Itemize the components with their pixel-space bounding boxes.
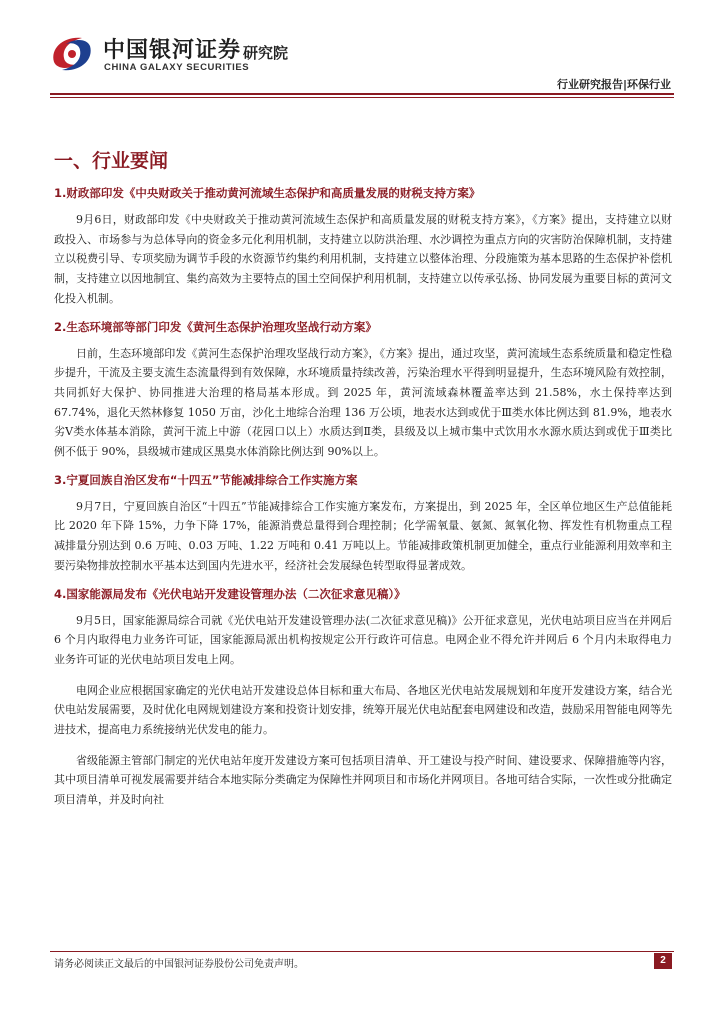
section-title: 一、行业要闻 bbox=[54, 150, 169, 172]
report-type: 行业研究报告|环保行业 bbox=[556, 78, 671, 91]
news-paragraph: 日前，生态环境部印发《黄河生态保护治理攻坚战行动方案》，《方案》提出，通过攻坚，黄河流域生态系统质量和稳定性稳步提升，干流及主要支流生态流量得到有效保障，水环境质量持续改善，污染治理水平得到明显提升，生态环境风险有效控制，共同抓好大保护、协同推进大治理的格局基本形成。到 2025 年，黄河流域森林覆盖率达到 21.58%，水土保持率达到 67.74%，退化天然林修复 1050 万亩，沙化土地综合治理 136 万公顷，地表水达到或优于Ⅲ类水体比例达到 81.9%，地表水劣Ⅴ类水体基本消除，黄河干流上中游（花园口以上）水质达到Ⅱ类，县级及以上城市集中式饮用水水源水质达到或优于Ⅲ类比例不低于 90%，县级城市建成区黑臭水体消除比例达到 90%以上。 bbox=[54, 346, 672, 459]
news-heading-4: 4.国家能源局发布《光伏电站开发建设管理办法（二次征求意见稿）》 bbox=[54, 586, 406, 601]
header-divider bbox=[50, 93, 674, 95]
news-paragraph: 9月6日，财政部印发《中央财政关于推动黄河流域生态保护和高质量发展的财税支持方案》，《方案》提出，支持建立以财政投入、市场参与为总体导向的资金多元化利用机制，支持建立以防洪治理、水沙调控为重点方向的灾害防治保障机制，支持建立以税费引导、专项奖励为调节手段的水资源节约集约利用机制，支持建立以整体治理、分段施策为基本思路的生态保护补偿机制，支持建立以因地制宜、集约高效为主要特点的国土空间保护利用机制，支持建立以传承弘扬、协同发展为重要目标的黄河文化投入机制。 bbox=[54, 213, 672, 305]
brand-subtitle: 研究院 bbox=[243, 44, 289, 62]
header-divider-thin bbox=[50, 97, 674, 98]
main-content bbox=[54, 146, 672, 821]
footer-disclaimer: 请务必阅读正文最后的中国银河证券股份公司免责声明。 bbox=[54, 959, 304, 970]
news-paragraph: 省级能源主管部门制定的光伏电站年度开发建设方案可包括项目清单、开工建设与投产时间、建设要求、保障措施等内容，其中项目清单可视发展需要并结合本地实际分类确定为保障性并网项目和市场化并网项目。各地可结合实际，一次性或分批确定项目清单，并及时向社 bbox=[54, 753, 672, 807]
galaxy-logo-icon bbox=[48, 32, 96, 76]
news-paragraph: 电网企业应根据国家确定的光伏电站开发建设总体目标和重大布局、各地区光伏电站发展规划和年度开发建设方案，结合光伏电站发展需要，及时优化电网规划建设方案和投资计划安排，统筹开展光伏电站配套电网建设和改造，鼓励采用智能电网等先进技术，提高电力系统接纳光伏发电的能力。 bbox=[54, 683, 672, 737]
brand-name-cn: 中国银河证券 bbox=[103, 38, 242, 63]
news-heading-3: 3.宁夏回族自治区发布“十四五”节能减排综合工作实施方案 bbox=[54, 472, 358, 487]
news-heading-2: 2.生态环境部等部门印发《黄河生态保护治理攻坚战行动方案》 bbox=[54, 319, 377, 334]
page-number: 2 bbox=[654, 953, 672, 969]
news-heading-1: 1.财政部印发《中央财政关于推动黄河流域生态保护和高质量发展的财税支持方案》 bbox=[54, 186, 481, 200]
news-paragraph: 9月7日，宁夏回族自治区“十四五”节能减排综合工作实施方案发布，方案提出，到 2025 年，全区单位地区生产总值能耗比 2020 年下降 15%，力争下降 17%，能源消费总量得到合理控制；化学需氧量、氨氮、氮氧化物、挥发性有机物重点工程减排量分别达到 0.6 万吨、0.03 万吨、1.22 万吨和 0.41 万吨以上。节能减排政策机制更加健全，重点行业能源利用效率和主要污染物排放控制水平基本达到国内先进水平，经济社会发展绿色转型取得显著成效。 bbox=[54, 499, 672, 572]
brand-name-en: CHINA GALAXY SECURITIES bbox=[104, 62, 250, 73]
news-paragraph: 9月5日，国家能源局综合司就《光伏电站开发建设管理办法(二次征求意见稿)》公开征求意见，光伏电站项目应当在并网后 6 个月内取得电力业务许可证，国家能源局派出机构按规定公开行政许可信息。电网企业不得允许并网后 6 个月内未取得电力业务许可证的光伏电站项目发电上网。 bbox=[54, 613, 672, 666]
footer-divider bbox=[50, 951, 674, 952]
